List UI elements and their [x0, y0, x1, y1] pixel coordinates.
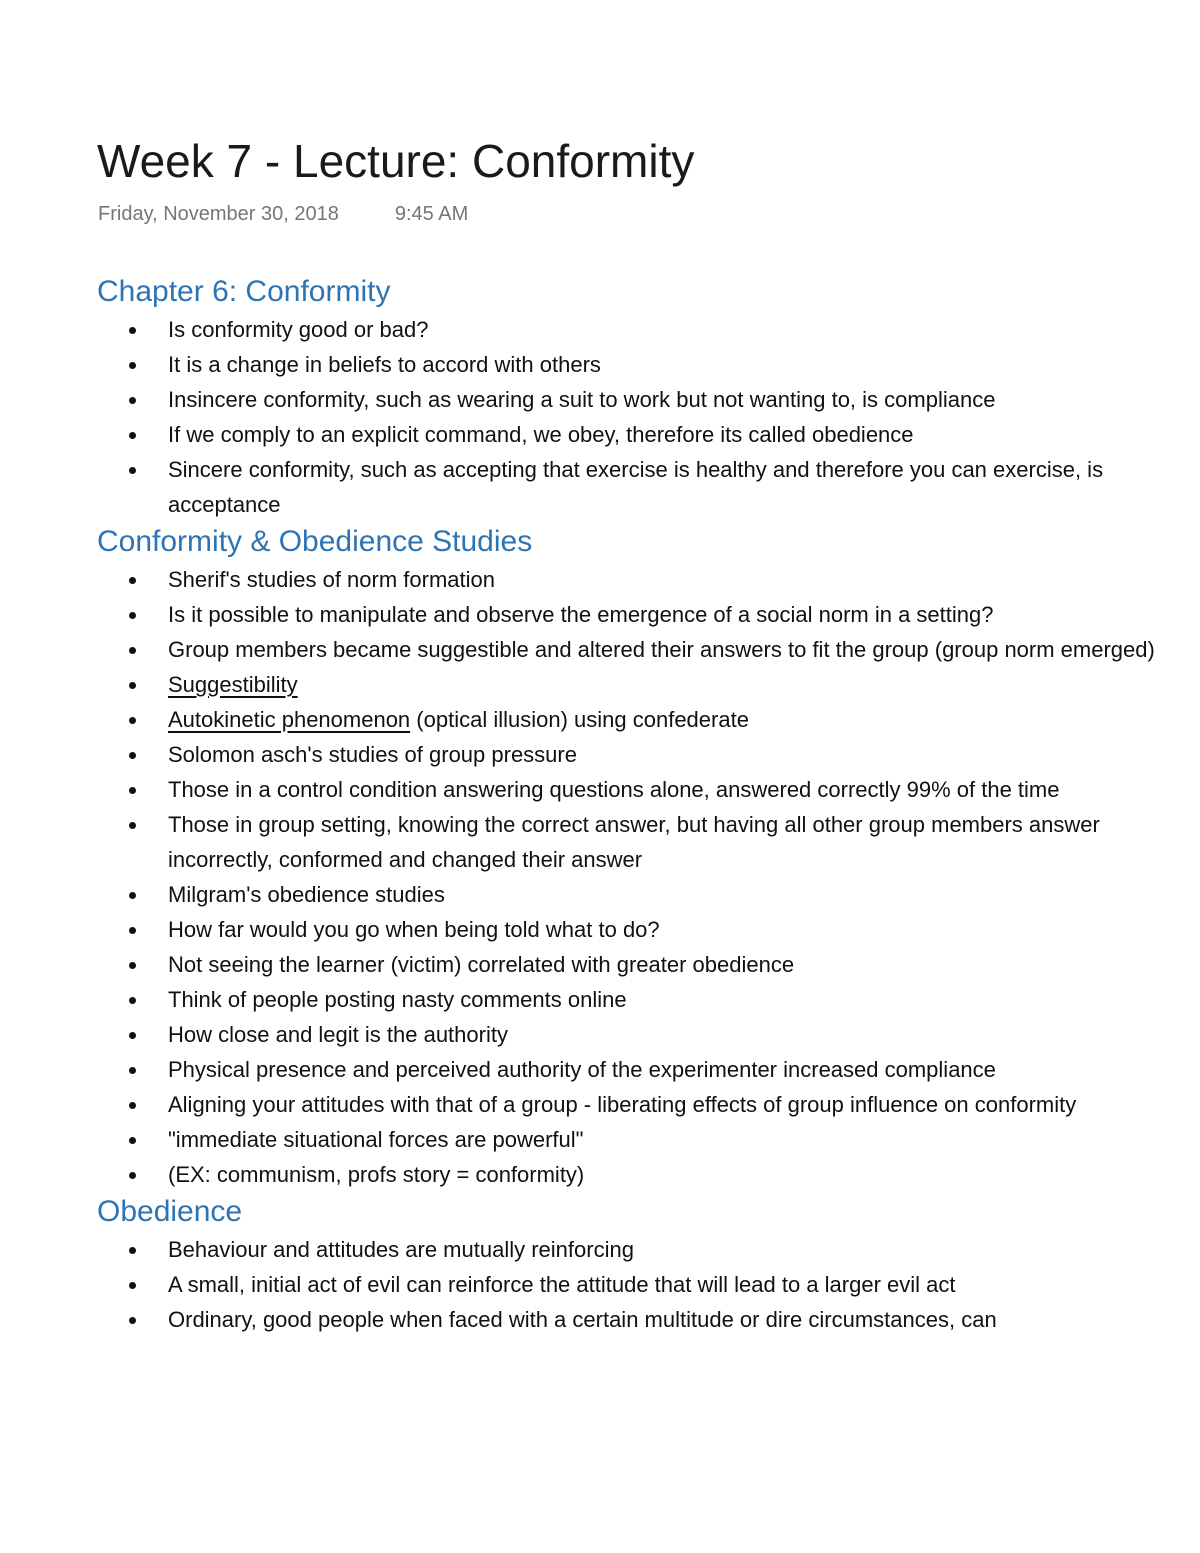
- note-content: [97, 272, 1200, 1435]
- section-heading-chapter-6: Chapter 6: Conformity: [97, 275, 391, 308]
- bullet-icon: [129, 362, 136, 369]
- list-item: [97, 702, 1200, 737]
- bullet-list-obedience: [97, 1232, 1200, 1337]
- list-item-text: Think of people posting nasty comments online: [168, 987, 627, 1012]
- bullet-icon: [129, 927, 136, 934]
- bullet-list-conformity-obedience-studies: [97, 562, 1200, 1192]
- list-item: [97, 382, 1200, 417]
- list-item-text: A small, initial act of evil can reinforce the attitude that will lead to a larger evil act: [168, 1272, 956, 1297]
- bullet-icon: [129, 577, 136, 584]
- list-item: [97, 807, 1200, 877]
- bullet-icon: [129, 647, 136, 654]
- list-item: [97, 1157, 1200, 1192]
- list-item: [97, 1087, 1200, 1122]
- bullet-icon: [129, 997, 136, 1004]
- list-item-text: Those in group setting, knowing the correct answer, but having all other group members answer incorrectly, conformed and changed their answer: [168, 812, 1100, 872]
- list-item: [97, 737, 1200, 772]
- list-item-text: Is conformity good or bad?: [168, 317, 429, 342]
- list-item-text: Sherif's studies of norm formation: [168, 567, 496, 592]
- bullet-icon: [129, 752, 136, 759]
- note-date: Friday, November 30, 2018: [98, 203, 339, 225]
- bullet-icon: [129, 612, 136, 619]
- list-item-text: Group members became suggestible and altered their answers to fit the group (group norm emerged): [168, 637, 1155, 662]
- section-heading-obedience: Obedience: [97, 1195, 243, 1228]
- list-item: [97, 982, 1200, 1017]
- list-item-text: It is a change in beliefs to accord with others: [168, 352, 601, 377]
- list-item: [97, 312, 1200, 347]
- bullet-icon: [129, 682, 136, 689]
- list-item-text: Not seeing the learner (victim) correlated with greater obedience: [168, 952, 795, 977]
- list-item-text: Insincere conformity, such as wearing a suit to work but not wanting to, is compliance: [168, 387, 996, 412]
- list-item: [97, 772, 1200, 807]
- bullet-icon: [129, 1317, 136, 1324]
- underlined-term-autokinetic: Autokinetic phenomenon: [168, 707, 411, 732]
- note-timestamp: [98, 200, 468, 228]
- bullet-icon: [129, 327, 136, 334]
- bullet-icon: [129, 1032, 136, 1039]
- list-item: [97, 877, 1200, 912]
- list-item: [97, 1122, 1200, 1157]
- bullet-icon: [129, 1067, 136, 1074]
- list-item: [97, 347, 1200, 382]
- list-item-text: "immediate situational forces are powerful": [168, 1127, 584, 1152]
- bullet-icon: [129, 397, 136, 404]
- list-item: [97, 1302, 1200, 1337]
- list-item-text: Solomon asch's studies of group pressure: [168, 742, 577, 767]
- list-item-text: Those in a control condition answering questions alone, answered correctly 99% of the time: [168, 777, 1060, 802]
- bullet-icon: [129, 892, 136, 899]
- note-time: 9:45 AM: [394, 203, 469, 225]
- list-item: [97, 597, 1200, 632]
- underlined-term-suggestibility: Suggestibility: [168, 672, 298, 697]
- bullet-icon: [129, 1247, 136, 1254]
- list-item-text: (EX: communism, profs story = conformity): [168, 1162, 585, 1187]
- list-item-text: Physical presence and perceived authority of the experimenter increased compliance: [168, 1057, 996, 1082]
- list-item-text: Ordinary, good people when faced with a certain multitude or dire circumstances, can: [168, 1307, 997, 1332]
- list-item-text: How far would you go when being told what to do?: [168, 917, 660, 942]
- page-title: Week 7 - Lecture: Conformity: [97, 135, 695, 187]
- list-item-text: Milgram's obedience studies: [168, 882, 445, 907]
- bullet-list-chapter-6: [97, 312, 1200, 522]
- list-item: [97, 417, 1200, 452]
- list-item: [97, 562, 1200, 597]
- list-item-text: Aligning your attitudes with that of a group - liberating effects of group influence on conformity: [168, 1092, 1077, 1117]
- list-item: [97, 667, 1200, 702]
- list-item: [97, 1052, 1200, 1087]
- list-item: [97, 947, 1200, 982]
- bullet-icon: [129, 1137, 136, 1144]
- list-item-text: If we comply to an explicit command, we obey, therefore its called obedience: [168, 422, 914, 447]
- list-item: [97, 632, 1200, 667]
- bullet-icon: [129, 467, 136, 474]
- list-item-text: Sincere conformity, such as accepting that exercise is healthy and therefore you can exercise, is acceptance: [168, 457, 1104, 517]
- list-item-text: How close and legit is the authority: [168, 1022, 508, 1047]
- bullet-icon: [129, 962, 136, 969]
- bullet-icon: [129, 1172, 136, 1179]
- list-item-text: Is it possible to manipulate and observe the emergence of a social norm in a setting?: [168, 602, 994, 627]
- bullet-icon: [129, 717, 136, 724]
- section-heading-conformity-obedience-studies: Conformity & Obedience Studies: [97, 525, 533, 558]
- bullet-icon: [129, 822, 136, 829]
- bullet-icon: [129, 432, 136, 439]
- bullet-icon: [129, 1102, 136, 1109]
- bullet-icon: [129, 1282, 136, 1289]
- list-item: [97, 452, 1200, 522]
- list-item-text: Behaviour and attitudes are mutually reinforcing: [168, 1237, 634, 1262]
- list-item: [97, 912, 1200, 947]
- list-item-text: (optical illusion) using confederate: [416, 707, 749, 732]
- list-item: [97, 1267, 1200, 1302]
- list-item: [97, 1232, 1200, 1267]
- list-item: [97, 1017, 1200, 1052]
- bullet-icon: [129, 787, 136, 794]
